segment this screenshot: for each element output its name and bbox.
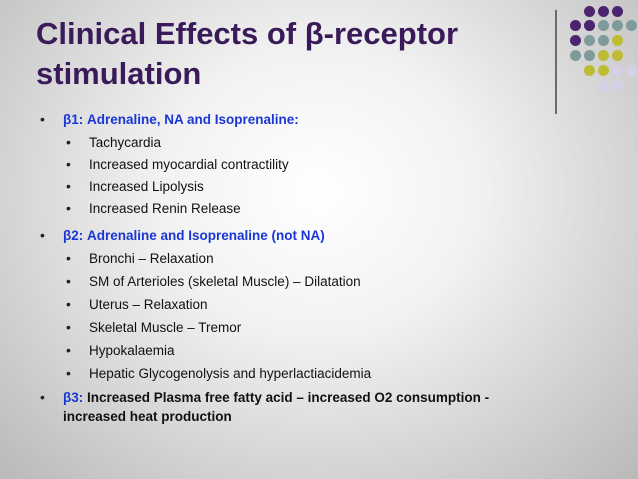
beta1-item-text: Increased Renin Release	[89, 201, 241, 216]
beta2-item-text: Skeletal Muscle – Tremor	[89, 320, 242, 335]
bullet-icon: •	[66, 365, 71, 381]
bullet-icon: •	[66, 296, 71, 312]
beta1-heading: β1: Adrenaline, NA and Isoprenaline:	[63, 112, 299, 127]
bullet-icon: •	[66, 156, 71, 172]
bullet-icon: •	[66, 319, 71, 335]
beta2-item-text: Hepatic Glycogenolysis and hyperlactiacidemia	[89, 366, 372, 381]
bullet-icon: •	[40, 227, 45, 243]
beta3-text-line2: increased heat production	[63, 409, 232, 424]
bullet-icon: •	[66, 342, 71, 358]
beta2-item-text: Uterus – Relaxation	[89, 297, 208, 312]
beta2-item-text: SM of Arterioles (skeletal Muscle) – Dilatation	[89, 274, 361, 289]
beta3-label: β3:	[63, 390, 84, 405]
beta3-text-line1: Increased Plasma free fatty acid – increased O2 consumption -	[83, 390, 490, 405]
beta1-item-text: Increased myocardial contractility	[89, 157, 289, 172]
bullet-icon: •	[66, 178, 71, 194]
beta2-item-text: Bronchi – Relaxation	[89, 251, 214, 266]
bullet-icon: •	[66, 200, 71, 216]
beta2-heading: β2: Adrenaline and Isoprenaline (not NA)	[63, 228, 325, 243]
bullet-icon: •	[40, 111, 45, 127]
beta3-text	[63, 388, 608, 407]
bullet-icon: •	[40, 389, 45, 405]
bullet-icon: •	[66, 134, 71, 150]
beta2-item-text: Hypokalaemia	[89, 343, 175, 358]
bullet-icon: •	[66, 273, 71, 289]
slide-title: Clinical Effects of β-receptor stimulation	[36, 16, 459, 91]
beta1-item-text: Increased Lipolysis	[89, 179, 204, 194]
bullet-icon: •	[66, 250, 71, 266]
beta1-item-text: Tachycardia	[89, 135, 162, 150]
